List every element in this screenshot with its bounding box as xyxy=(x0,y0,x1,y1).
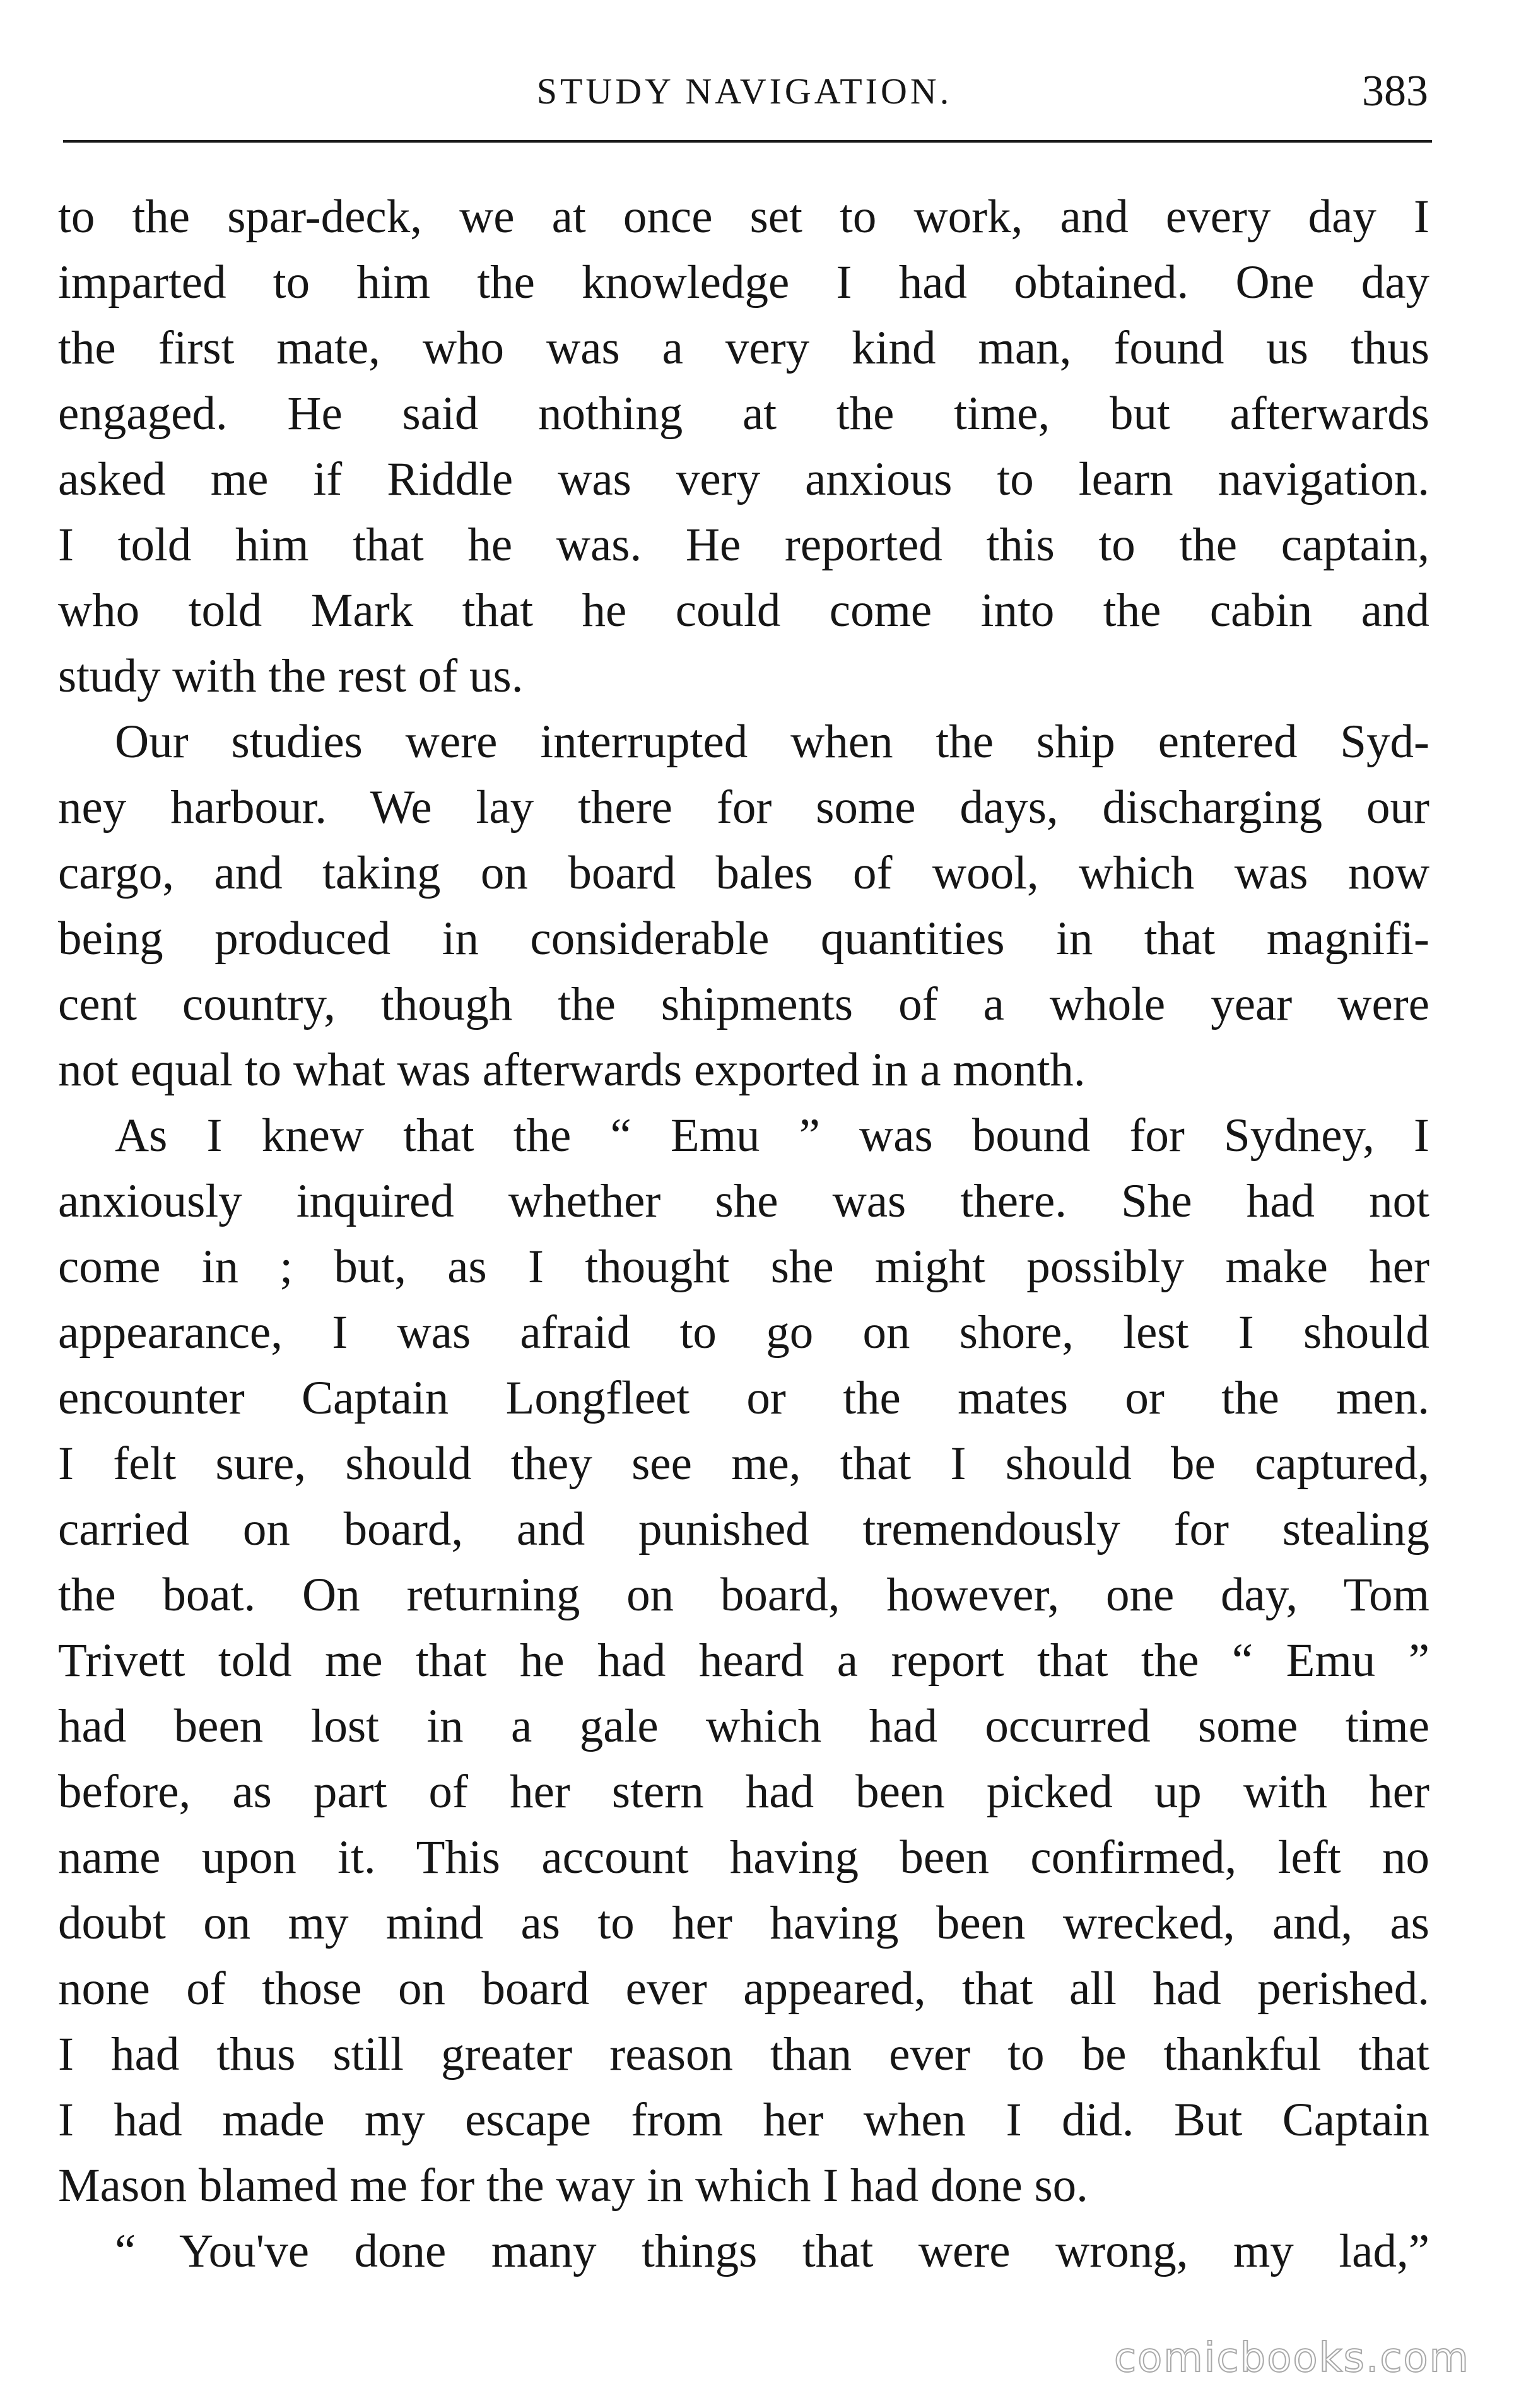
text-line: engaged. He said nothing at the time, but afterwards xyxy=(58,387,1429,440)
text-line: imparted to him the knowledge I had obtained. One day xyxy=(58,256,1429,309)
text-line: cargo, and taking on board bales of wool, which was now xyxy=(58,847,1429,899)
text-line: come in ; but, as I thought she might possibly make her xyxy=(58,1241,1429,1293)
text-line: to the spar-deck, we at once set to work, and every day I xyxy=(58,191,1429,243)
text-line: anxiously inquired whether she was there. She had not xyxy=(58,1175,1429,1227)
text-line: name upon it. This account having been confirmed, left no xyxy=(58,1831,1429,1884)
text-line: ney harbour. We lay there for some days, discharging our xyxy=(58,781,1429,834)
text-line: none of those on board ever appeared, that all had perished. xyxy=(58,1962,1429,2015)
text-line: I told him that he was. He reported this to the captain, xyxy=(58,519,1429,571)
text-line: before, as part of her stern had been picked up with her xyxy=(58,1766,1429,1818)
running-head xyxy=(61,57,1428,126)
text-line: cent country, though the shipments of a whole year were xyxy=(58,978,1429,1030)
text-line: asked me if Riddle was very anxious to learn navigation. xyxy=(58,453,1429,505)
text-line: carried on board, and punished tremendously for stealing xyxy=(58,1503,1429,1555)
watermark: comicbooks.com xyxy=(1113,2335,1470,2381)
text-line: “ You've done many things that were wrong, my lad,” xyxy=(115,2225,1429,2277)
text-line: had been lost in a gale which had occurred some time xyxy=(58,1700,1429,1752)
text-line: Our studies were interrupted when the ship entered Syd- xyxy=(115,716,1429,768)
text-line: encounter Captain Longfleet or the mates or the men. xyxy=(58,1372,1429,1424)
text-line: I had made my escape from her when I did. But Captain xyxy=(58,2094,1429,2146)
text-line: the boat. On returning on board, however, one day, Tom xyxy=(58,1569,1429,1621)
text-line: study with the rest of us. xyxy=(58,650,524,702)
running-head-title: STUDY NAVIGATION. xyxy=(536,71,953,112)
text-line: not equal to what was afterwards exported in a month. xyxy=(58,1044,1086,1096)
text-line: who told Mark that he could come into the cabin and xyxy=(58,584,1429,637)
text-line: Trivett told me that he had heard a report that the “ Emu ” xyxy=(58,1634,1429,1687)
text-line: I felt sure, should they see me, that I should be captured, xyxy=(58,1437,1429,1490)
text-line: As I knew that the “ Emu ” was bound for Sydney, I xyxy=(115,1109,1429,1162)
text-line: Mason blamed me for the way in which I had done so. xyxy=(58,2159,1088,2212)
body-text xyxy=(58,184,1429,2284)
header-rule xyxy=(63,140,1432,143)
text-line: the first mate, who was a very kind man, found us thus xyxy=(58,322,1429,374)
page-number: 383 xyxy=(1362,67,1428,115)
text-line: doubt on my mind as to her having been wrecked, and, as xyxy=(58,1897,1429,1949)
text-line: appearance, I was afraid to go on shore, lest I should xyxy=(58,1306,1429,1359)
text-line: I had thus still greater reason than ever to be thankful that xyxy=(58,2028,1429,2080)
text-line: being produced in considerable quantities in that magnifi- xyxy=(58,912,1429,965)
